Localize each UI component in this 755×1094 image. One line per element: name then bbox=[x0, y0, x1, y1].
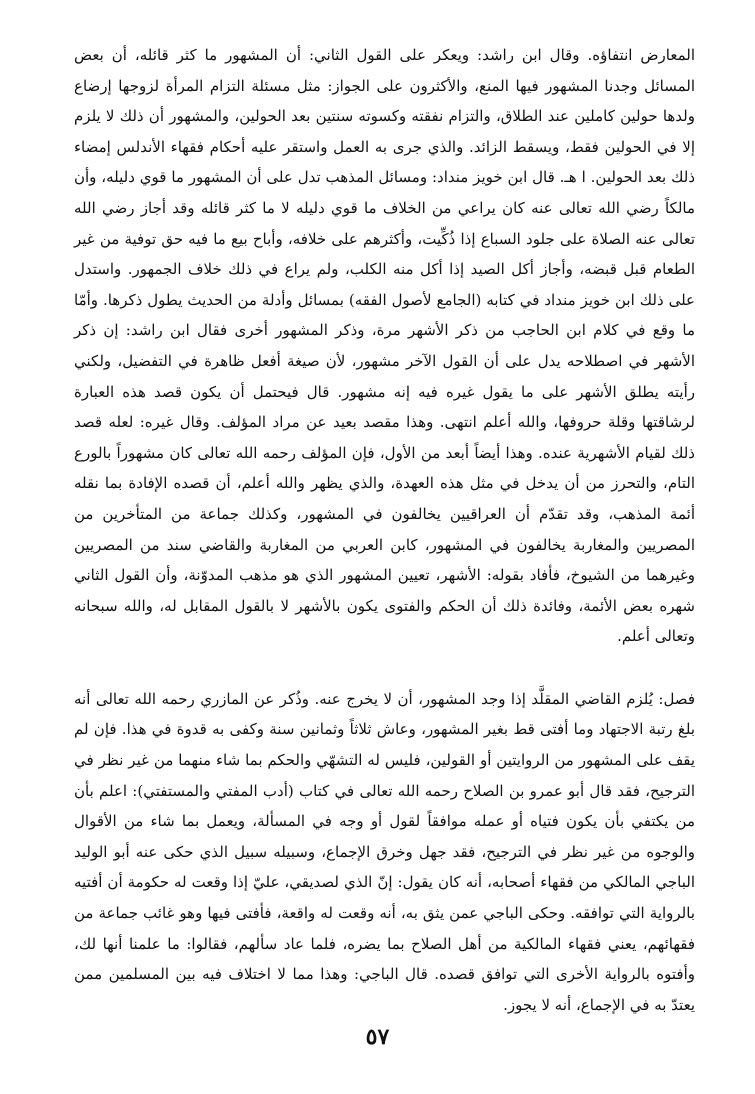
page-body bbox=[74, 40, 695, 1020]
body-paragraph-2: فصل: يُلزم القاضي المقلَّد إذا وجد المشهور، أن لا يخرج عنه. وذُكر عن المازري رحمه الله تعالى أنه بلغ رتبة الاجتهاد وما أفتى قط بغير المشهور، وعاش ثلاثاً وثمانين سنة وكفى به قدوة في هذا. فإن لم يقف على المشهور من الروايتين أو القولين، فليس له التشهّي والحكم بما شاء منهما من غير نظر في الترجيح، فقد قال أبو عمرو بن الصلاح رحمه الله تعالى في كتاب (أدب المفتي والمستفتي): اعلم بأن من يكتفي بأن يكون فتياه أو عمله موافقاً لقول أو وجه في المسألة، ويعمل بما شاء من الأقوال والوجوه من غير نظر في الترجيح، فقد جهل وخرق الإجماع، وسبيله سبيل الذي حكى عنه أبو الوليد الباجي المالكي من فقهاء أصحابه، أنه كان يقول: إنّ الذي لصديقي، عليّ إذا وقعت له حكومة أن أفتيه بالرواية التي توافقه. وحكى الباجي عمن يثق به، أنه وقعت له واقعة، فأفتى فيها وهو غائب جماعة من فقهائهم، يعني فقهاء المالكية من أهل الصلاح بما يضره، فلما عاد سألهم، فقالوا: ما علمنا أنها لك، وأفتوه بالرواية الأخرى التي توافق قصده. قال الباجي: وهذا مما لا اختلاف فيه بين المسلمين ممن يعتدّ به في الإجماع، أنه لا يجوز. bbox=[74, 689, 695, 1014]
body-paragraph-1: المعارض انتفاؤه. وقال ابن راشد: ويعكر على القول الثاني: أن المشهور ما كثر قائله، أن بعض المسائل وجدنا المشهور فيها المنع، والأكثرون على الجواز: مثل مسئلة التزام المرأة لزوجها إرضاع ولدها حولين كاملين عند الطلاق، والتزام نفقته وكسوته سنتين بعد الحولين، والمشهور أن ذلك لا يلزم إلا في الحولين فقط، ويسقط الزائد. والذي جرى به العمل واستقر عليه أحكام فقهاء الأندلس إمضاء ذلك بعد الحولين. ا هـ. قال ابن خويز منداد: ومسائل المذهب تدل على أن المشهور ما قوي دليله، وأن مالكاً رضي الله تعالى عنه كان يراعي من الخلاف ما قوي دليله لا ما كثر قائله وقد أجاز رضي الله تعالى عنه الصلاة على جلود السباع إذا ذُكِّيت، وأكثرهم على خلافه، وأباح بيع ما فيه حق توفية من غير الطعام قبل قبضه، وأجاز أكل الصيد إذا أكل منه الكلب، ولم يراع في ذلك خلاف الجمهور. واستدل على ذلك ابن خويز منداد في كتابه (الجامع لأصول الفقه) بمسائل وأدلة من الحديث يطول ذكرها. وأمّا ما وقع في كلام ابن الحاجب من ذكر الأشهر مرة، وذكر المشهور أخرى فقال ابن راشد: إن ذكر الأشهر في اصطلاحه يدل على أن القول الآخر مشهور، لأن صيغة أفعل ظاهرة في التفضيل، ولكني رأيته يطلق الأشهر على ما يقول غيره فيه إنه مشهور. قال فيحتمل أن يكون قصد هذه العبارة لرشاقتها وقلة حروفها، والله أعلم انتهى. وهذا مقصد بعيد عن مراد المؤلف. وقال غيره: لعله قصد ذلك لقيام الأشهرية عنده. وهذا أيضاً أبعد من الأول، فإن المؤلف رحمه الله تعالى كان مشهوراً بالورع التام، والتحرز من أن يدخل في مثل هذه العهدة، والذي يظهر والله أعلم، أن قصده الإفادة بما نقله أئمة المذهب، وقد تقدّم أن العراقيين يخالفون في المشهور، وكذلك جماعة من المتأخرين من المصريين والمغاربة يخالفون في المشهور، كابن العربي من المغاربة والقاضي سند من المصريين وغيرهما من الشيوخ، فأفاد بقوله: الأشهر، تعيين المشهور الذي هو مذهب المدوّنة، وأن القول الثاني شهره بعض الأئمة، وفائدة ذلك أن الحكم والفتوى يكون بالأشهر لا بالقول المقابل له، والله سبحانه وتعالى أعلم. bbox=[74, 46, 695, 646]
page-number: ٥٧ bbox=[365, 1024, 390, 1050]
